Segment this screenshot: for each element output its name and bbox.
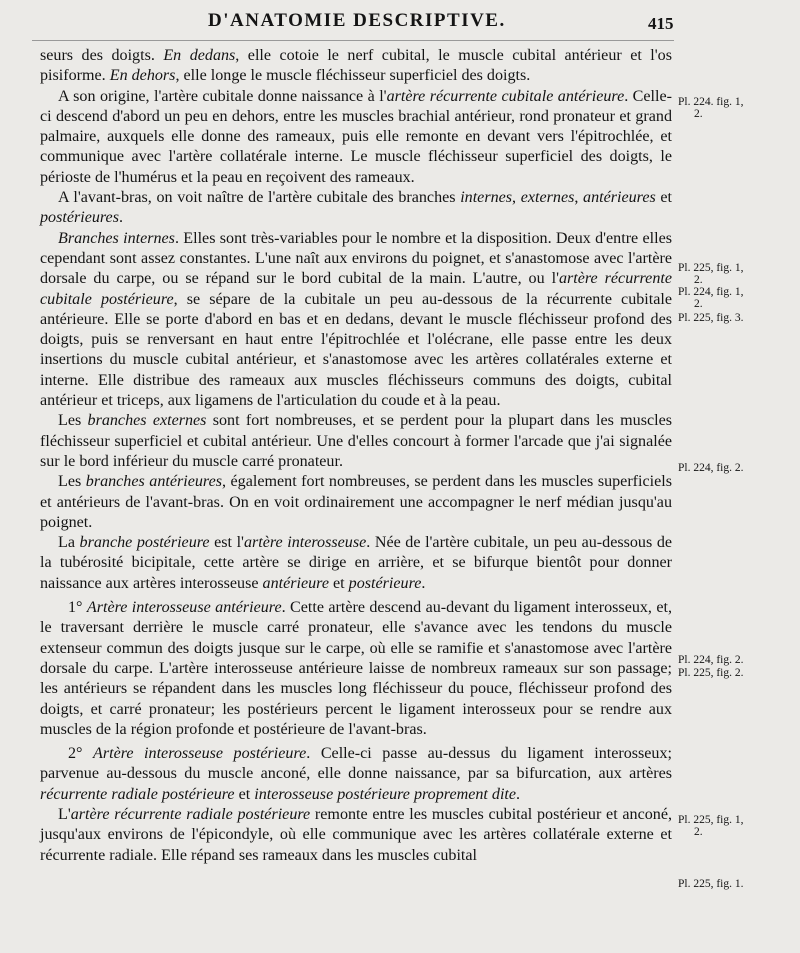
margin-note — [678, 286, 796, 310]
margin-note-ref: Pl. 224, fig. 1, — [678, 286, 744, 298]
margin-note — [678, 262, 796, 286]
paragraph: 1° Artère interosseuse antérieure. Cette artère descend au-devant du ligament interosseux, et, le traversant derrière le muscle carré pronateur, elle s'avance avec les tendons du muscle extenseur commun des doigts jusque sur le carpe, où elle se ramifie et s'anastomose avec l'artère dorsale du carpe. L'artère interosseuse antérieure laisse de nombreux rameaux sur son passage; les antérieurs se répandent dans les muscles long fléchisseur du pouce, fléchisseur profond des doigts, et carré pronateur; les postérieurs percent le ligament interosseux pour se rendre aux muscles de la région profonde et postérieure de l'avant-bras. — [40, 599, 672, 738]
paragraph: A son origine, l'artère cubitale donne naissance à l'artère récurrente cubitale antérieure. Celle-ci descend d'abord un peu en dehors, entre les muscles brachial antérieur, rond pronateur et grand palmaire, auxquels elle donne des rameaux, puis elle remonte en devant vers l'épitrochlée, et communique avec l'artère collatérale interne. Le muscle fléchisseur superficiel des doigts, le périoste de l'humérus et la peau en reçoivent des rameaux. — [40, 87, 672, 186]
paragraph: Les branches antérieures, également fort nombreuses, se perdent dans les muscles superficiels et antérieurs de l'avant-bras. On en voit ordinairement une accompagner le nerf médian jusqu'au poignet. — [40, 473, 673, 531]
margin-note — [678, 667, 796, 679]
margin-note-ref: Pl. 225, fig. 1, — [678, 814, 744, 826]
margin-note-ref: Pl. 224. fig. 1, — [678, 96, 744, 108]
margin-note-ref: Pl. 225, fig. 3. — [678, 312, 744, 324]
header-rule — [32, 40, 674, 41]
margin-note — [678, 814, 796, 838]
margin-note-ref-cont: 2. — [694, 826, 703, 838]
margin-note-ref: Pl. 224, fig. 2. — [678, 654, 744, 666]
page-number: 415 — [648, 14, 674, 33]
margin-note — [678, 654, 796, 666]
paragraph: Branches internes. Elles sont très-variables pour le nombre et la disposition. Deux d'entre elles cependant sont assez constantes. L'une naît aux environs du poignet, et s'anastomose avec l'artère dorsale du carpe, ou se répand sur le bord cubital de la main. L'autre, ou l'artère récurrente cubitale postérieure, se sépare de la cubitale un peu au-dessous de la récurrente cubitale antérieure. Elle se porte d'abord en bas et en dedans, devant le muscle fléchisseur profond des doigts, puis se renversant en haut entre l'épitrochlée et l'olécrane, elle passe entre les deux insertions du muscle cubital antérieur, et s'anastomose avec les artères collatérales externe et interne. Elle distribue des rameaux aux muscles fléchisseurs communs des doigts, cubital antérieur et triceps, aux ligamens de l'articulation du coude et à la peau. — [40, 229, 673, 410]
margin-note — [678, 462, 796, 474]
margin-note — [678, 312, 796, 324]
margin-note — [678, 878, 796, 890]
margin-note-ref-cont: 2. — [694, 298, 703, 310]
running-head: D'ANATOMIE DESCRIPTIVE. — [208, 10, 506, 31]
margin-note-ref: Pl. 224, fig. 2. — [678, 462, 744, 474]
paragraph: seurs des doigts. En dedans, elle cotoie le nerf cubital, le muscle cubital antérieur et l'os pisiforme. En dehors, elle longe le muscle fléchisseur superficiel des doigts. — [40, 47, 672, 85]
paragraph: L'artère récurrente radiale postérieure remonte entre les muscles cubital postérieur et anconé, jusqu'aux environs de l'épicondyle, où elle communique avec les artères collatérale externe et récurrente radiale. Elle répand ses rameaux dans les muscles cubital — [40, 805, 672, 864]
body-text — [40, 46, 672, 866]
paragraph: 2° Artère interosseuse postérieure. Celle-ci passe au-dessus du ligament interosseux; parvenue au-dessous du muscle anconé, elle donne naissance, par sa bifurcation, aux artères récurrente radiale postérieure et interosseuse postérieure proprement dite. — [40, 745, 672, 803]
margin-note-ref-cont: 2. — [694, 108, 703, 120]
paragraph: La branche postérieure est l'artère interosseuse. Née de l'artère cubitale, un peu au-dessous de la tubérosité bicipitale, cette artère se dirige en arrière, et se bifurque bientôt pour donner naissance aux artères interosseuse antérieure et postérieure. — [40, 534, 673, 592]
paragraph: Les branches externes sont fort nombreuses, et se perdent pour la plupart dans les muscles fléchisseur superficiel et cubital antérieur. Une d'elles concourt à former l'arcade que j'ai signalée sur le bord inférieur du muscle carré pronateur. — [40, 412, 673, 470]
margin-note-ref: Pl. 225, fig. 1, — [678, 262, 744, 274]
paragraph: A l'avant-bras, on voit naître de l'artère cubitale des branches internes, externes, antérieures et postérieures. — [40, 189, 673, 227]
margin-note-ref: Pl. 225, fig. 2. — [678, 667, 744, 679]
margin-note-ref-cont: 2. — [694, 274, 703, 286]
margin-note — [678, 96, 796, 120]
margin-note-ref: Pl. 225, fig. 1. — [678, 878, 744, 890]
